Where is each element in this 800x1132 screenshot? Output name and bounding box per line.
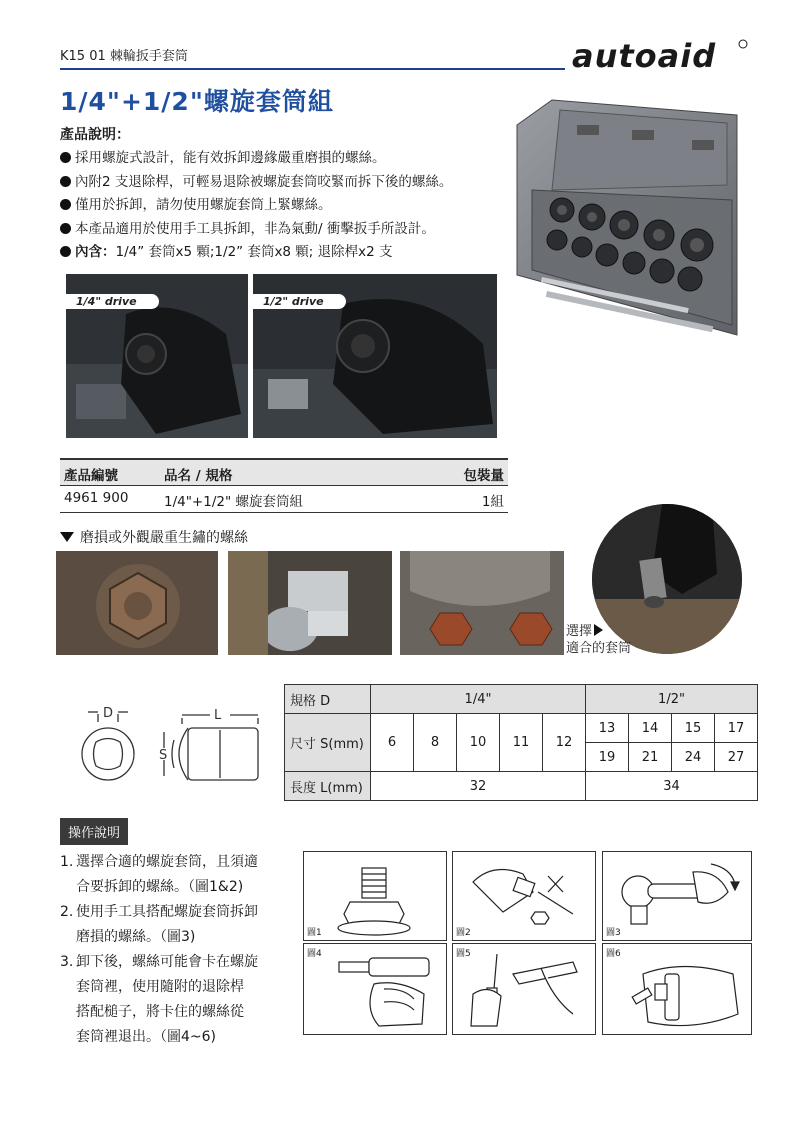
- spec-size-cell: 27: [715, 743, 758, 772]
- spec-size-cell: 21: [629, 743, 672, 772]
- product-pack: 1組: [481, 494, 504, 510]
- svg-text:L: L: [214, 708, 222, 723]
- figure-3: [602, 851, 752, 941]
- description-item: 僅用於拆卸，請勿使用螺旋套筒上緊螺絲。: [60, 194, 520, 218]
- rust-photo-3: [400, 551, 564, 655]
- spec-size-cell: 17: [715, 714, 758, 743]
- figure-4-label: 圖4: [307, 949, 322, 959]
- rust-photo-1: [56, 551, 218, 655]
- step-item-cont: 搭配槌子，將卡住的螺絲從: [76, 1004, 244, 1020]
- brand-logo: [570, 36, 750, 74]
- usage-photo-half: [253, 274, 497, 438]
- step-item: 1. 選擇合適的螺旋套筒，且須適: [60, 854, 258, 870]
- figure-2-label: 圖2: [456, 928, 471, 938]
- bullet-icon: [60, 176, 71, 187]
- spec-row-size-a: [285, 714, 758, 743]
- bullet-icon: [60, 246, 71, 257]
- drive-label-quarter: 1/4" drive: [66, 294, 159, 309]
- step-item-cont: 套筒裡退出。（圖4~6): [76, 1029, 217, 1045]
- spec-table: [284, 684, 758, 801]
- operation-steps: [60, 850, 290, 1050]
- spec-size-cell: 8: [414, 714, 457, 772]
- figure-6: [602, 943, 752, 1035]
- bullet-icon: [60, 152, 71, 163]
- figure-6-label: 圖6: [606, 949, 621, 959]
- description-heading: 產品說明：: [60, 127, 130, 143]
- spec-size-cell: 6: [371, 714, 414, 772]
- description-item: 內附2 支退除桿，可輕易退除被螺旋套筒咬緊而拆下後的螺絲。: [60, 171, 520, 195]
- figure-3-label: 圖3: [606, 928, 621, 938]
- spec-size-cell: 10: [457, 714, 500, 772]
- spec-size-cell: 13: [586, 714, 629, 743]
- rust-heading: 磨損或外觀嚴重生鏽的螺絲: [60, 527, 248, 547]
- spec-row-d: [285, 685, 758, 714]
- product-table: [60, 458, 508, 513]
- description-item: 採用螺旋式設計，能有效拆卸邊緣嚴重磨損的螺絲。: [60, 147, 520, 171]
- product-code: 4961 900: [64, 490, 129, 506]
- svg-text:autoaid: autoaid: [572, 37, 717, 74]
- col-name-header: 品名 / 規格: [164, 468, 233, 484]
- table-row: [60, 486, 508, 513]
- svg-text:S: S: [159, 748, 168, 763]
- description-item: 本產品適用於使用手工具拆卸，非為氣動/ 衝擊扳手所設計。: [60, 218, 520, 242]
- socket-dimension-diagram: [78, 702, 268, 782]
- step-item: 2. 使用手工具搭配螺旋套筒拆卸: [60, 904, 258, 920]
- spec-row-size-label: 尺寸 S(mm): [285, 714, 371, 772]
- spec-size-cell: 24: [672, 743, 715, 772]
- spec-group-half: 1/2": [586, 685, 758, 714]
- svg-text:D: D: [103, 706, 114, 721]
- usage-photo-quarter: [66, 274, 248, 438]
- bullet-icon: [60, 199, 71, 210]
- triangle-down-icon: [60, 532, 74, 542]
- catalog-code: K15 01 棘輪扳手套筒: [60, 49, 188, 64]
- figure-1: [303, 851, 447, 941]
- figure-4: [303, 943, 447, 1035]
- spec-size-cell: 15: [672, 714, 715, 743]
- spec-size-cell: 19: [586, 743, 629, 772]
- figure-2: [452, 851, 596, 941]
- col-code-header: 產品編號: [64, 468, 118, 484]
- bullet-icon: [60, 223, 71, 234]
- description-list: [60, 147, 520, 265]
- figure-5-label: 圖5: [456, 949, 471, 959]
- socket-case-photo: [512, 95, 744, 345]
- header-rule: [60, 68, 565, 70]
- col-pack-header: 包裝量: [463, 468, 504, 484]
- select-socket-caption: 選擇 適合的套筒: [566, 624, 632, 656]
- spec-row-d-label: 規格 D: [285, 685, 371, 714]
- spec-length-half: 34: [586, 772, 758, 801]
- product-title: 1/4"+1/2"螺旋套筒組: [60, 87, 334, 116]
- triangle-right-icon: [594, 624, 603, 636]
- figure-5: [452, 943, 596, 1035]
- drive-label-half: 1/2" drive: [253, 294, 346, 309]
- spec-size-cell: 12: [543, 714, 586, 772]
- spec-size-cell: 11: [500, 714, 543, 772]
- spec-length-quarter: 32: [371, 772, 586, 801]
- spec-row-length-label: 長度 L(mm): [285, 772, 371, 801]
- operation-badge: 操作說明: [60, 818, 128, 845]
- product-table-header: [60, 458, 508, 486]
- spec-group-quarter: 1/4": [371, 685, 586, 714]
- rust-photo-2: [228, 551, 392, 655]
- step-item-cont: 合要拆卸的螺絲。（圖1&2): [76, 879, 244, 895]
- spec-size-cell: 14: [629, 714, 672, 743]
- product-name: 1/4"+1/2" 螺旋套筒組: [164, 494, 303, 510]
- figure-1-label: 圖1: [307, 928, 322, 938]
- spec-row-length: [285, 772, 758, 801]
- step-item-cont: 磨損的螺絲。（圖3): [76, 929, 196, 945]
- step-item: 3. 卸下後，螺絲可能會卡在螺旋: [60, 954, 258, 970]
- contents-item: 內含：1/4” 套筒x5 顆;1/2” 套筒x8 顆; 退除桿x2 支: [60, 241, 520, 265]
- step-item-cont: 套筒裡，使用隨附的退除桿: [76, 979, 244, 995]
